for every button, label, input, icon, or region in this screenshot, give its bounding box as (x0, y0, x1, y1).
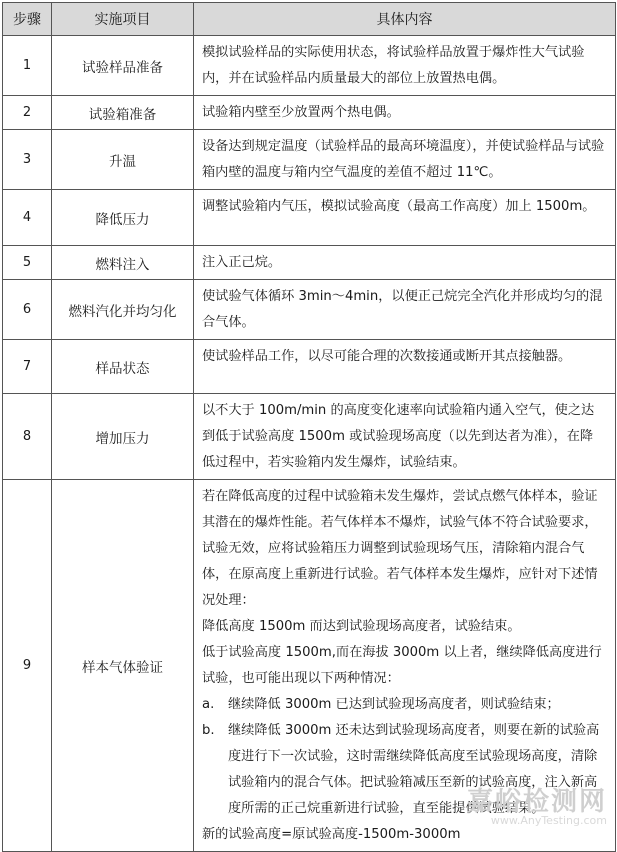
step-item: 燃料汽化并均匀化 (52, 280, 194, 340)
content-paragraph: 若在降低高度的过程中试验箱未发生爆炸，尝试点燃气体样本，验证其潜在的爆炸性能。若气体样本不爆炸，试验气体不符合试验要求，试验无效，应将试验箱压力调整到试验现场气压，清除箱内混合气体，在原高度上重新进行试验。若气体样本发生爆炸，应针对下述情况处理： (202, 489, 598, 608)
table-row (3, 340, 616, 394)
step-content (194, 340, 616, 394)
watermark-url: www.AnyTesting.com (490, 814, 607, 827)
content-paragraph: 新的试验高度=原试验高度-1500m-3000m (202, 827, 461, 842)
table-row (3, 394, 616, 480)
step-number: 9 (3, 480, 52, 852)
step-number: 2 (3, 96, 52, 130)
list-item-a (202, 692, 605, 718)
step-item: 试验样品准备 (52, 36, 194, 96)
table-row (3, 130, 616, 190)
step-content (194, 96, 616, 130)
test-procedure-table (2, 2, 616, 852)
step-content (194, 394, 616, 480)
step-content (194, 280, 616, 340)
table-header-row (3, 3, 616, 36)
list-item-text: 继续降低 3000m 已达到试验现场高度者，则试验结束； (228, 697, 560, 712)
content-text: 设备达到规定温度（试验样品的最高环境温度），并使试验样品与试验箱内壁的温度与箱内空气温度的差值不超过 11℃。 (202, 139, 605, 180)
content-text: 以不大于 100m/min 的高度变化速率向试验箱内通入空气，使之达到低于试验高度 1500m 或试验现场高度（以先到达者为准），在降低过程中，若实验箱内发生爆炸，试验结束。 (202, 403, 595, 470)
list-marker: a. (202, 697, 215, 712)
step-item: 燃料注入 (52, 246, 194, 280)
step-number: 1 (3, 36, 52, 96)
step-number: 3 (3, 130, 52, 190)
content-text: 模拟试验样品的实际使用状态，将试验样品放置于爆炸性大气试验内，并在试验样品内质量最大的部位上放置热电偶。 (202, 45, 585, 86)
list-marker: b. (202, 723, 215, 738)
step-content (194, 36, 616, 96)
step-item: 降低压力 (52, 190, 194, 246)
watermark (467, 781, 607, 827)
content-text: 试验箱内壁至少放置两个热电偶。 (202, 105, 400, 120)
step-item: 样品状态 (52, 340, 194, 394)
step-number: 6 (3, 280, 52, 340)
step-content (194, 246, 616, 280)
step-item: 试验箱准备 (52, 96, 194, 130)
watermark-name: 嘉峪检测网 (466, 787, 607, 817)
table-row (3, 36, 616, 96)
table-row (3, 246, 616, 280)
table-row (3, 96, 616, 130)
step-item: 升温 (52, 130, 194, 190)
step-number: 5 (3, 246, 52, 280)
step-number: 7 (3, 340, 52, 394)
content-text: 使试验气体循环 3min～4min，以便正己烷完全汽化并形成均匀的混合气体。 (202, 289, 603, 330)
content-paragraph: 低于试验高度 1500m,而在海拔 3000m 以上者，继续降低高度进行试验，也可能出现以下两种情况： (202, 645, 602, 686)
content-text: 调整试验箱内气压，模拟试验高度（最高工作高度）加上 1500m。 (202, 199, 596, 214)
step-content (194, 190, 616, 246)
table-row (3, 190, 616, 246)
step-number: 4 (3, 190, 52, 246)
content-text: 注入正己烷。 (202, 255, 282, 270)
step-item: 增加压力 (52, 394, 194, 480)
content-text: 使试验样品工作，以尽可能合理的次数接通或断开其点接触器。 (202, 349, 572, 364)
header-step: 步骤 (3, 3, 52, 36)
header-item: 实施项目 (52, 3, 194, 36)
step-item: 样本气体验证 (52, 480, 194, 852)
table-row (3, 280, 616, 340)
content-paragraph: 降低高度 1500m 而达到试验现场高度者，试验结束。 (202, 619, 521, 634)
step-number: 8 (3, 394, 52, 480)
list-item-text: 继续降低 3000m 还未达到试验现场高度者，则要在新的试验高度进行下一次试验，这时需继续降低高度至试验现场高度，清除试验箱内的混合气体。把试验箱减压至新的试验高度，注入新高度所需的正己烷重新进行试验，直至能提供试验结果。 (228, 723, 600, 816)
header-content: 具体内容 (194, 3, 616, 36)
step-content (194, 130, 616, 190)
